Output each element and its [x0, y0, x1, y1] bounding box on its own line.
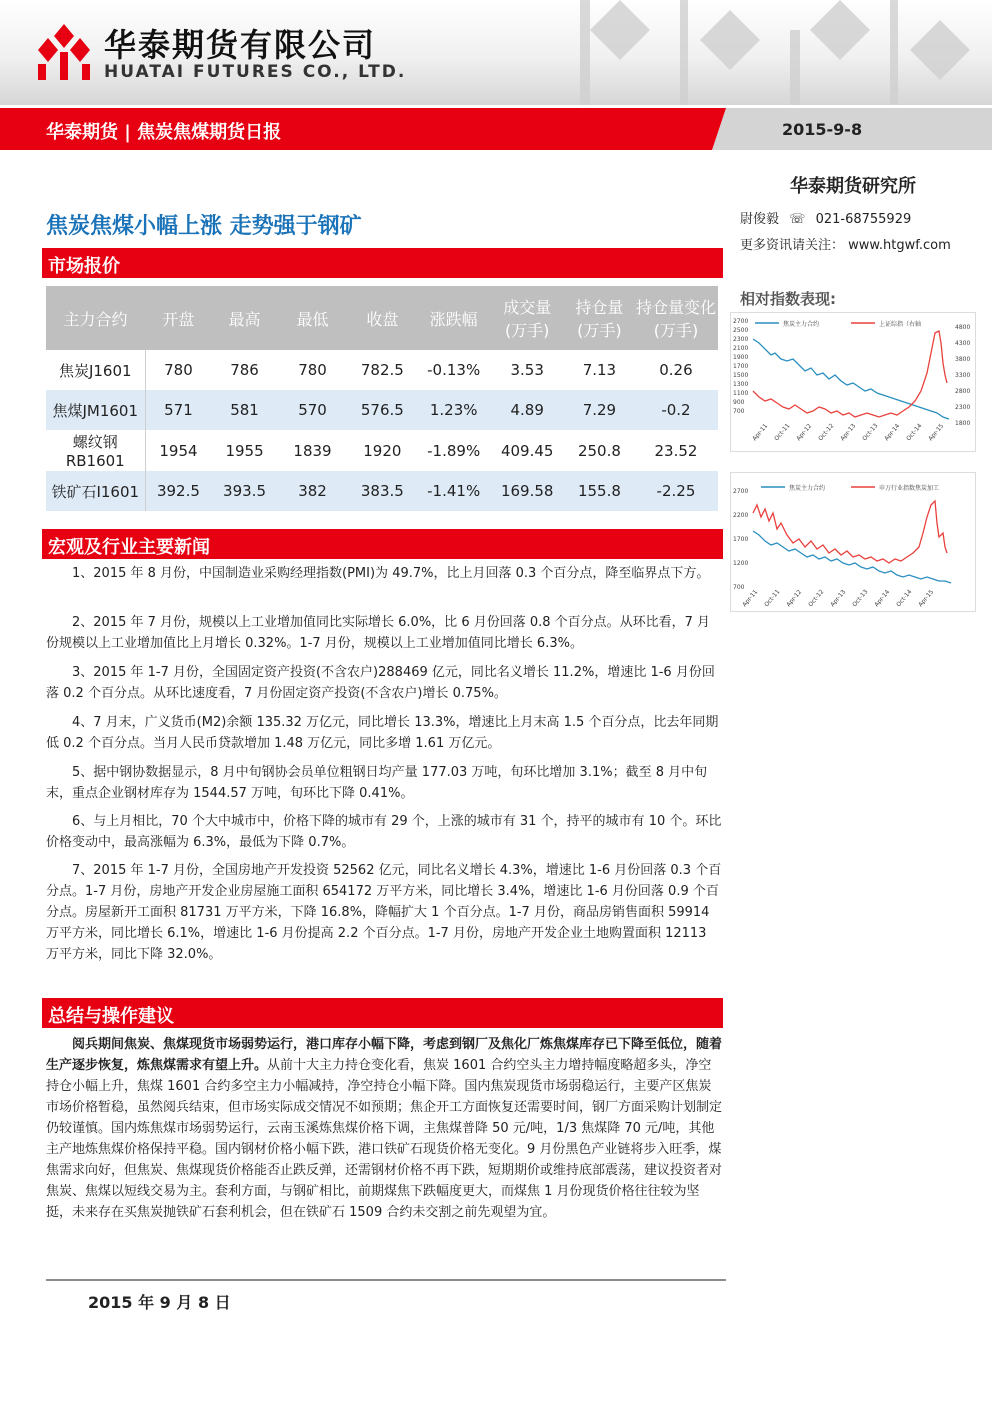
chart1-svg	[731, 313, 975, 451]
analyst-name: 尉俊毅	[740, 212, 780, 227]
open-cell: 392.5	[145, 471, 211, 511]
col-header: 持仓量 (万手)	[564, 286, 634, 350]
chart1-ltick: 700	[733, 408, 745, 415]
chart1-ltick: 1100	[733, 390, 749, 397]
oi-cell: 7.29	[564, 390, 634, 430]
chart2-ltick: 2200	[733, 512, 749, 519]
high-cell: 786	[211, 350, 277, 390]
table-row	[46, 430, 718, 471]
volume-cell: 409.45	[490, 430, 564, 471]
website-row	[740, 234, 951, 253]
footer-date: 2015 年 9 月 8 日	[88, 1293, 231, 1312]
header-decoration	[560, 0, 992, 105]
chart1-xtick: Oct-14	[905, 422, 924, 443]
chart2-xtick: Apr-14	[873, 588, 892, 609]
chart2-ltick: 1200	[733, 560, 749, 567]
chart2-xtick: Apr-12	[785, 588, 804, 609]
col-header: 开盘	[145, 286, 211, 350]
chart-coke-vs-coking-index	[730, 472, 976, 612]
contract-cell: 螺纹钢RB1601	[46, 430, 145, 471]
section-header-quotes	[42, 248, 723, 278]
section-title: 宏观及行业主要新闻	[48, 537, 210, 558]
company-name-cn: 华泰期货有限公司	[104, 26, 377, 64]
col-header: 涨跌幅	[417, 286, 490, 350]
close-cell: 782.5	[347, 350, 417, 390]
chart1-xtick: Apr-11	[751, 422, 770, 443]
phone-icon: ☏	[789, 212, 806, 227]
section-title: 总结与操作建议	[48, 1006, 174, 1027]
chart2-svg	[731, 473, 975, 611]
institute-name: 华泰期货研究所	[790, 176, 916, 197]
chart1-ltick: 1300	[733, 381, 749, 388]
oi-change-cell: 23.52	[634, 430, 717, 471]
analyst-contact	[740, 208, 911, 227]
company-name-en: HUATAI FUTURES CO., LTD.	[104, 62, 407, 82]
close-cell: 1920	[347, 430, 417, 471]
chart1-xtick: Oct-13	[861, 422, 880, 443]
table-row	[46, 350, 718, 390]
news-paragraph: 3、2015 年 1-7 月份，全国固定资产投资(不含农户)288469 亿元，同比名义增长 11.2%，增速比 1-6 月份回落 0.2 个百分点。从环比速度看，7 月份固定资产投资(不含农户)增长 0.75%。	[46, 665, 715, 701]
news-paragraph: 6、与上月相比，70 个大中城市中，价格下降的城市有 29 个，上涨的城市有 31 个，持平的城市有 10 个。环比价格变动中，最高涨幅为 6.3%，最低为下降 0.7%。	[46, 814, 722, 850]
chart1-xtick: Oct-11	[773, 422, 792, 443]
chart1-xtick: Apr-12	[795, 422, 814, 443]
page-header	[0, 0, 992, 105]
high-cell: 393.5	[211, 471, 277, 511]
contract-cell: 铁矿石I1601	[46, 471, 145, 511]
chart2-series-index	[753, 501, 947, 563]
chart1-ltick: 2500	[733, 327, 749, 334]
section-header-summary	[42, 998, 723, 1028]
chart2-xtick: Apr-15	[917, 588, 936, 609]
chart1-xtick: Apr-15	[927, 422, 946, 443]
footer-divider	[46, 1279, 726, 1281]
close-cell: 383.5	[347, 471, 417, 511]
chart1-rtick: 4300	[955, 340, 971, 347]
oi-change-cell: -2.25	[634, 471, 717, 511]
report-title: 华泰期货 | 焦炭焦煤期货日报	[46, 122, 282, 143]
section-title: 市场报价	[48, 256, 120, 277]
low-cell: 1839	[278, 430, 348, 471]
contract-cell: 焦炭J1601	[46, 350, 145, 390]
chart1-rtick: 2300	[955, 404, 971, 411]
more-info-label: 更多资讯请关注：	[740, 238, 845, 253]
chart1-rtick: 3300	[955, 372, 971, 379]
oi-cell: 7.13	[564, 350, 634, 390]
chart2-ltick: 1700	[733, 536, 749, 543]
oi-cell: 155.8	[564, 471, 634, 511]
chart1-rtick: 3800	[955, 356, 971, 363]
news-paragraph: 7、2015 年 1-7 月份，全国房地产开发投资 52562 亿元，同比名义增长 4.3%，增速比 1-6 月份回落 0.3 个百分点。1-7 月份，房地产开发企业房屋施工面积 654172 万平方米，同比增长 3.4%，增速比 1-6 月份回落 0.9 个百分点。房屋新开工面积 81731 万平方米，下降 16.8%，降幅扩大 1 个百分点。1-7 月份，商品房销售面积 59914 万平方米，同比增长 6.1%，增速比 1-6 月份提高 2.2 个百分点。1-7 月份，房地产开发企业土地购置面积 12113 万平方米，同比下降 32.0%。	[46, 863, 722, 962]
change-cell: -1.41%	[417, 471, 490, 511]
col-header: 收盘	[347, 286, 417, 350]
col-header: 持仓量变化 (万手)	[634, 286, 717, 350]
col-header: 最高	[211, 286, 277, 350]
section-header-news	[42, 529, 723, 559]
news-paragraph: 2、2015 年 7 月份，规模以上工业增加值同比实际增长 6.0%，比 6 月份回落 0.8 个百分点。从环比看，7 月份规模以上工业增加值比上月增长 0.32%。1-7 月份，规模以上工业增加值同比增长 6.3%。	[46, 615, 711, 651]
chart2-xtick: Oct-12	[807, 588, 826, 609]
chart2-xtick: Apr-13	[829, 588, 848, 609]
chart2-ltick: 2700	[733, 488, 749, 495]
change-cell: -0.13%	[417, 350, 490, 390]
relative-index-title: 相对指数表现:	[740, 290, 836, 308]
col-header: 成交量 (万手)	[490, 286, 564, 350]
table-row	[46, 471, 718, 511]
col-header: 主力合约	[46, 286, 145, 350]
low-cell: 780	[278, 350, 348, 390]
chart1-legend-1: 焦炭主力合约	[783, 321, 820, 328]
high-cell: 1955	[211, 430, 277, 471]
chart-coke-vs-shanghai-index	[730, 312, 976, 452]
chart1-ltick: 2300	[733, 336, 749, 343]
chart2-ltick: 700	[733, 584, 745, 591]
website-link[interactable]: www.htgwf.com	[848, 238, 951, 253]
analyst-phone: 021-68755929	[815, 212, 912, 227]
chart1-ltick: 1500	[733, 372, 749, 379]
chart1-ltick: 1700	[733, 363, 749, 370]
market-quote-table	[46, 286, 718, 511]
volume-cell: 3.53	[490, 350, 564, 390]
chart1-xtick: Oct-12	[817, 422, 836, 443]
oi-cell: 250.8	[564, 430, 634, 471]
chart1-rtick: 2800	[955, 388, 971, 395]
col-header: 最低	[278, 286, 348, 350]
chart1-rtick: 1800	[955, 420, 971, 427]
low-cell: 570	[278, 390, 348, 430]
news-paragraph: 1、2015 年 8 月份，中国制造业采购经理指数(PMI)为 49.7%，比上月回落 0.3 个百分点，降至临界点下方。	[72, 566, 710, 581]
high-cell: 581	[211, 390, 277, 430]
close-cell: 576.5	[347, 390, 417, 430]
open-cell: 780	[145, 350, 211, 390]
chart2-xtick: Oct-13	[851, 588, 870, 609]
chart1-rtick: 4800	[955, 324, 971, 331]
chart2-legend-2: 申万行业指数焦炭加工	[879, 485, 940, 492]
summary-text: 从前十大主力持仓变化看，焦炭 1601 合约空头主力增持幅度略超多头，净空持仓小幅上升，焦煤 1601 合约多空主力小幅减持，净空持仓小幅下降。国内焦炭现货市场弱稳运行，主要产区焦炭市场价格暂稳，虽然阅兵结束，但市场实际成交情况不如预期；焦企开工方面恢复还需要时间，钢厂方面采购计划制定仍较谨慎。国内炼焦煤市场弱势运行，云南玉溪炼焦煤价格下调，主焦煤普降 50 元/吨，1/3 焦煤降 70 元/吨，其他主产地炼焦煤价格保持平稳。国内钢材价格小幅下跌，港口铁矿石现货价格无变化。9 月份黑色产业链将步入旺季，煤焦需求向好，但焦炭、焦煤现货价格能否止跌反弹，还需钢材价格不再下跌，短期期价或维持底部震荡，建议投资者对焦炭、焦煤以短线交易为主。套利方面，与钢矿相比，前期煤焦下跌幅度更大，而煤焦 1 月份现货价格往往较为坚挺，未来存在买焦炭抛铁矿石套利机会，但在铁矿石 1509 合约未交割之前先观望为宜。	[46, 1058, 723, 1220]
chart1-ltick: 1900	[733, 354, 749, 361]
headline: 焦炭焦煤小幅上涨 走势强于钢矿	[46, 214, 362, 239]
news-paragraph: 4、7 月末，广义货币(M2)余额 135.32 万亿元，同比增长 13.3%，增速比上月末高 1.5 个百分点，比去年同期低 0.2 个百分点。当月人民币贷款增加 1.48 万亿元，同比多增 1.61 万亿元。	[46, 715, 719, 751]
chart1-ltick: 2100	[733, 345, 749, 352]
chart2-xtick: Oct-11	[763, 588, 782, 609]
summary-paragraph	[46, 1034, 722, 1223]
contract-cell: 焦煤JM1601	[46, 390, 145, 430]
news-paragraph: 5、据中钢协数据显示，8 月中旬钢协会员单位粗钢日均产量 177.03 万吨，旬环比增加 3.1%；截至 8 月中旬末，重点企业钢材库存为 1544.57 万吨，旬环比下降 0.41%。	[46, 765, 708, 801]
oi-change-cell: -0.2	[634, 390, 717, 430]
table-header-row	[46, 286, 718, 350]
open-cell: 1954	[145, 430, 211, 471]
change-cell: -1.89%	[417, 430, 490, 471]
chart2-xtick: Oct-14	[895, 588, 914, 609]
summary-bold: 阅兵期间焦炭、焦煤现货市场弱势运行，港口库存小幅下降，考虑到钢厂及焦化厂炼焦煤库存已下降至低位，随着生产逐步恢复，炼焦煤需求有望上升。	[46, 1037, 723, 1073]
chart2-legend-1: 焦炭主力合约	[789, 485, 826, 492]
oi-change-cell: 0.26	[634, 350, 717, 390]
chart1-legend-2: 上证综指（右轴	[879, 321, 922, 328]
low-cell: 382	[278, 471, 348, 511]
chart1-xtick: Apr-14	[883, 422, 902, 443]
company-logo-icon	[34, 22, 94, 82]
table-row	[46, 390, 718, 430]
chart1-series-index	[753, 331, 947, 417]
chart1-ltick: 900	[733, 399, 745, 406]
change-cell: 1.23%	[417, 390, 490, 430]
volume-cell: 169.58	[490, 471, 564, 511]
chart2-xtick: Apr-11	[741, 588, 760, 609]
report-date: 2015-9-8	[782, 120, 863, 139]
chart1-ltick: 2700	[733, 318, 749, 325]
chart1-xtick: Apr-13	[839, 422, 858, 443]
open-cell: 571	[145, 390, 211, 430]
volume-cell: 4.89	[490, 390, 564, 430]
